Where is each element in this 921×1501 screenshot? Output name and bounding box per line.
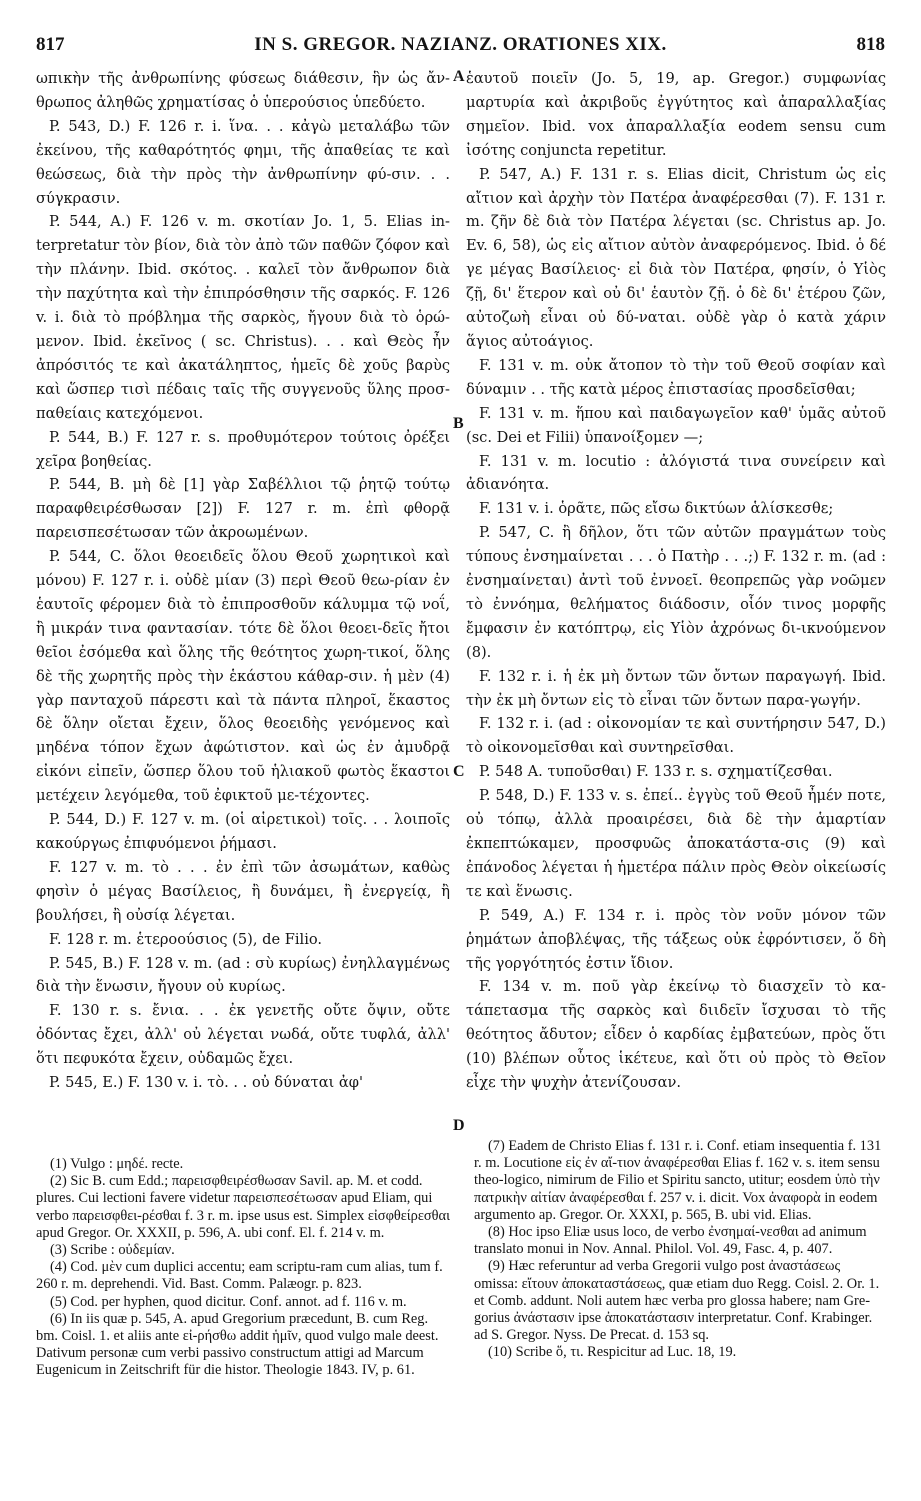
margin-letter-b: B [453,415,464,432]
paragraph: F. 131 v. m. οὐκ ἄτοπον τὸ τὴν τοῦ Θεοῦ σοφίαν καὶ δύναμιν . . τῆς κατὰ μέρος ἐπιστασίας προσδεῖσθαι; [466,356,886,398]
margin-letter-c: C [453,763,465,780]
paragraph: P. 545, E.) F. 130 v. i. τὸ. . . οὐ δύναται ἀφ' [49,1074,364,1092]
left-column [36,67,450,1135]
paragraph: P. 545, B.) F. 128 v. m. (ad : σὺ κυρίως) ἐνηλλαγμένως διὰ τὴν ἕνωσιν, ἤγουν οὐ κυρίως. [36,954,450,996]
footnote: (2) Sic B. cum Edd.; παρεισφθειρέσθωσαν Savil. ap. M. et codd. plures. Cui lectioni favere videtur παρεισπεσέτωσαν apud Eliam, qui verbo παρεισφθει-ρέσθαι f. 3 r. m. ipse usus est. Simplex εἰσφθείρεσθαι apud Gregor. Or. XXXII, p. 596, A. ubi conf. El. f. 214 v. m. [36,1173,450,1241]
paragraph: P. 544, C. ὅλοι θεοειδεῖς ὅλου Θεοῦ χωρητικοὶ καὶ μόνου) F. 127 r. i. οὐδὲ μίαν (3) περὶ Θεοῦ θεω-ρίαν ἐν ἑαυτοῖς φέρομεν διὰ τὸ ἐπιπροσθοῦν κάλυμμα τῷ νοΐ, ἢ μικράν τινα φαντασίαν. τότε δὲ ὅλοι θεοει-δεῖς ἤτοι θεῖοι ἐσόμεθα καὶ ὅλης τῆς θεότητος χωρη-τικοί, ὅλης δὲ τῆς χωρητῆς πρὸς τὴν ἑκάστου κάθαρ-σιν. ἡ μὲν (4) γὰρ πανταχοῦ πάρεστι καὶ τὰ πάντα πληροῖ, ἕκαστος δὲ ὅλην οἴεται ἔχειν, ὅλος θεοειδὴς γενόμενος καὶ μηδένα τόπον ἔχων ἀφώτιστον. καὶ ὡς ἐν ἀμυδρᾷ εἰκόνι εἰπεῖν, ὥσπερ ὅλου τοῦ ἡλιακοῦ φωτὸς ἕκαστοι μετέχειν λεγόμεθα, τοῦ ἐφικτοῦ με-τέχοντες. [36,548,450,805]
margin-letter-d: D [453,1117,465,1134]
footnote: (5) Cod. per hyphen, quod dicitur. Conf. annot. ad f. 116 v. m. [50,1293,407,1310]
paragraph: P. 544, D.) F. 127 v. m. (οἱ αἱρετικοὶ) τοῖς. . . λοιποῖς κακούργως ἐπιφυόμενοι ῥήμασι. [36,811,450,852]
running-header [36,34,885,58]
paragraph: F. 130 r. s. ἔνια. . . ἐκ γενετῆς οὔτε ὄψιν, οὔτε ὀδόντας ἔχει, ἀλλ' οὐ λέγεται νωδά, οὔτε τυφλά, ἀλλ' ὅτι πεφυκότα ἔχειν, οὐδαμῶς ἔχει. [36,1002,450,1068]
footnote: (9) Hæc referuntur ad verba Gregorii vulgo post ἀναστάσεως omissa: εἴτουν ἀποκαταστάσεως, quæ etiam duo Regg. Coisl. 2. Or. 1. et Comb. addunt. Noli autem hæc verba pro glossa habere; nam Gre-gorius ἀνάστασιν ipse ἀποκατάστασιν interpretatur. Conf. Krabinger. ad S. Gregor. Nyss. De Precat. d. 153 sq. [474,1258,880,1344]
footnotes-right [474,1138,886,1488]
footnote: (4) Cod. μὲν cum duplici accentu; eam scriptu-ram cum alias, tum f. 260 r. m. deprehendi. Vid. Bast. Comm. Palæogr. p. 823. [36,1259,443,1293]
paragraph: P. 543, D.) F. 126 r. i. ἵνα. . . κἀγὼ μεταλάβω τῶν ἐκείνου, τῆς καθαρότητός φημι, τῆς ἀπαθείας τε καὶ θεώσεως, διὰ τὴν πρὸς τὴν ἀνθρωπίνην φύ-σιν. . . σύγκρασιν. [36,117,450,207]
paragraph: P. 544, A.) F. 126 v. m. σκοτίαν Jo. 1, 5. Elias in-terpretatur τὸν βίον, διὰ τὸν ἀπὸ τῶν παθῶν ζόφον καὶ τὴν πλάνην. Ibid. σκότος. . καλεῖ τὸν ἄνθρωπον διὰ τὴν παχύτητα καὶ τὴν ἐπιπρόσθησιν τῆς σαρκός. F. 126 v. i. διὰ τὸ πρόβλημα τῆς σαρκὸς, ἤγουν διὰ τὸ ὁρώ-μενον. Ibid. ἐκεῖνος ( sc. Christus). . . καὶ Θεὸς ἦν ἀπρόσιτός τε καὶ ἀκατάληπτος, ἡμεῖς δὲ χοῦς βαρὺς καὶ ὥσπερ τισὶ πέδαις ταῖς τῆς συγγενοῦς ὕλης προσ-παθείαις κατεχόμενοι. [36,213,450,422]
footnotes-left [36,1156,450,1486]
footnote: (3) Scribe : οὐδεμίαν. [50,1242,175,1259]
footnote: (6) In iis quæ p. 545, A. apud Gregorium præcedunt, B. cum Reg. bm. Coisl. 1. et aliis ante εἰ-ρήσθω addit ἡμῖν, quod vulgo male deest. Dativum personæ cum verbi passivo constructum attigi ad Marcum Eugenicum in Zeitschrift für die histor. Theologie 1843. IV, p. 61. [36,1310,439,1379]
paragraph: ἑαυτοῦ ποιεῖν (Jo. 5, 19, ap. Gregor.) συμφωνίας μαρτυρία καὶ ἀκριβοῦς ἐγγύτητος καὶ ἀπαραλλαξίας σημεῖον. Ibid. vox ἀπαραλλαξία eodem sensu cum ἰσότης conjuncta repetitur. [466,70,886,159]
paragraph: P. 544, B.) F. 127 r. s. προθυμότερον τούτοις ὀρέξει χεῖρα βοηθείας. [36,428,450,470]
paragraph: F. 131 v. m. ἥπου καὶ παιδαγωγεῖον καθ' ὑμᾶς αὐτοῦ (sc. Dei et Filii) ὑπανοίξομεν —; [466,404,886,446]
right-column [466,67,886,1135]
footnote: (1) Vulgo : μηδέ. recte. [50,1156,184,1172]
paragraph: P. 549, A.) F. 134 r. i. πρὸς τὸν νοῦν μόνον τῶν ῥημάτων ἀποβλέψας, τῆς τάξεως οὐκ ἐφρόντισεν, ὅ δὴ τῆς γοργότητός ἐστιν ἴδιον. [466,906,886,972]
footnote: (8) Hoc ipso Eliæ usus loco, de verbo ἐνσημαί-νεσθαι ad animum translato monui in Nov. Annal. Philol. Vol. 49, Fasc. 4, p. 407. [474,1224,867,1258]
paragraph: P. 547, A.) F. 131 r. s. Elias dicit, Christum ὡς εἰς αἴτιον καὶ ἀρχὴν τὸν Πατέρα ἀναφέρεσθαι (7). F. 131 r. m. ζῆν δὲ διὰ τὸν Πατέρα λέγεται (sc. Christus ap. Jo. Ev. 6, 58), ὡς εἰς αἴτιον αὐτὸν ἀναφερόμενος. Ibid. ὁ δέ γε μέγας Βασίλειος· εἰ διὰ τὸν Πατέρα, φησίν, ὁ Υἱὸς ζῇ, δι' ἕτερον καὶ οὐ δι' ἑαυτὸν ζῇ. ὁ δὲ δι' ἑτέρου ζῶν, αὐτοζωὴ εἶναι οὐ δύ-ναται. οὐδὲ γὰρ ὁ κατὰ χάριν ἅγιος αὐτοάγιος. [466,165,886,350]
paragraph: F. 134 v. m. ποῦ γὰρ ἐκείνῳ τὸ διασχεῖν τὸ κα-τάπετασμα τῆς σαρκὸς καὶ διιδεῖν ἴσχυσαι τὸ τῆς θεότητος ἄδυτον; εἶδεν ὁ καρδίας ἐμβατεύων, πρὸς ὅτι (10) βλέπων οὗτος ἱκέτευε, καὶ ὅτι οὐ πρὸς τὸ Θεῖον εἶχε τὴν ψυχὴν ἀτενίζουσαν. [466,978,886,1092]
paragraph: P. 544, B. μὴ δὲ [1] γὰρ Σαβέλλιοι τῷ ῥητῷ τούτῳ παραφθειρέσθωσαν [2]) F. 127 r. m. ἐπὶ φθορᾷ παρεισπεσέτωσαν τῶν ἀκροωμένων. [36,476,450,542]
paragraph: P. 548, D.) F. 133 v. s. ἐπεί.. ἐγγὺς τοῦ Θεοῦ ἦμέν ποτε, οὐ τόπῳ, ἀλλὰ προαιρέσει, διὰ δὲ τὴν ἁμαρτίαν ἐκπεπτώκαμεν, προσφυῶς ἀποκατάστα-σις (9) καὶ ἐπάνοδος λέγεται ἡ ἡμετέρα πάλιν πρὸς Θεὸν οἰκείωσίς τε καὶ ἕνωσις. [466,787,886,900]
page-number-right: 818 [856,34,885,55]
footnote: (7) Eadem de Christo Elias f. 131 r. i. Conf. etiam insequentia f. 131 r. m. Locutione εἰς ἐν αἴ-τιον ἀναφέρεσθαι Elias f. 162 v. s. item sensu theo-logico, nimirum de Filio et Spiritu sancto, utitur; eosdem ὑπὸ τὴν πατρικὴν αἰτίαν ἀναφέρεσθαι f. 257 v. i. dicit. Vox ἀναφορὰ in eodem argumento ap. Gregor. Or. XXXI, p. 565, B. ubi vid. Elias. [474,1138,882,1223]
footnote: (10) Scribe ὅ, τι. Respicitur ad Luc. 18, 19. [488,1344,737,1361]
paragraph: F. 128 r. m. ἑτεροούσιος (5), de Filio. [49,930,323,948]
paragraph: ωπικὴν τῆς ἀνθρωπίνης φύσεως διάθεσιν, ἣν ὡς ἄν-θρωπος ἀληθῶς χρηματίσας ὁ ὑπερούσιος ὑπεδύετο. [36,70,450,111]
paragraph: F. 131 v. m. locutio : ἀλόγιστά τινα συνείρειν καὶ ἀδιανόητα. [466,452,886,494]
margin-letter-a: A [453,68,465,85]
paragraph: P. 548 A. τυποῦσθαι) F. 133 r. s. σχηματίζεσθαι. [479,763,833,781]
paragraph: F. 132 r. i. ἡ ἐκ μὴ ὄντων τῶν ὄντων παραγωγή. Ibid. τὴν ἐκ μὴ ὄντων εἰς τὸ εἶναι τῶν ὄντων παρα-γωγήν. [466,667,886,709]
paragraph: F. 132 r. i. (ad : οἰκονομίαν τε καὶ συντήρησιν 547, D.) τὸ οἰκονομεῖσθαι καὶ συντηρεῖσθαι. [466,715,886,757]
paragraph: F. 127 v. m. τὸ . . . ἐν ἐπὶ τῶν ἀσωμάτων, καθὼς φησὶν ὁ μέγας Βασίλειος, ἢ δυνάμει, ἢ ἐνεργείᾳ, ἢ βουλήσει, ἢ οὐσίᾳ λέγεται. [36,858,450,924]
paragraph: F. 131 v. i. ὁρᾶτε, πῶς εἴσω δικτύων ἁλίσκεσθε; [479,500,834,518]
page-number-left: 817 [36,34,65,55]
paragraph: P. 547, C. ἢ δῆλον, ὅτι τῶν αὐτῶν πραγμάτων τοὺς τύπους ἐνσημαίνεται . . . ὁ Πατὴρ . . .;) F. 132 r. m. (ad : ἐνσημαίνεται) ἀντὶ τοῦ ἐννοεῖ. θεοπρεπῶς γὰρ νοῶμεν τὸ ἐννόημα, θελήματος διάδοσιν, οἷόν τινος μορφῆς ἔμφασιν ἐν κατόπτρῳ, εἰς Υἱὸν ἀχρόνως δι-ικνούμενον (8). [466,524,886,661]
running-title: IN S. GREGOR. NAZIANZ. ORATIONES XIX. [254,34,667,55]
